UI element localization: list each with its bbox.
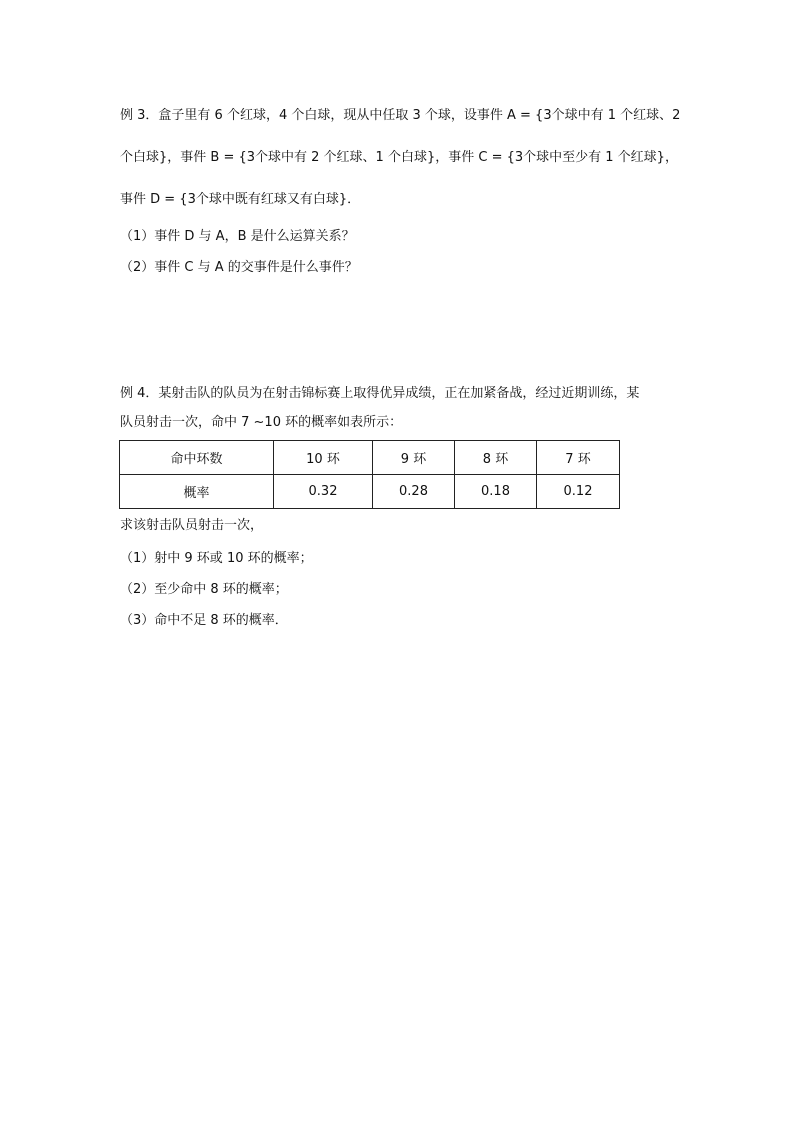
table-cell: 命中环数 (120, 441, 274, 475)
example4-line1: 例 4．某射击队的队员为在射击锦标赛上取得优异成绩，正在加紧备战，经过近期训练，某 (120, 386, 640, 401)
table-cell: 0.12 (537, 475, 620, 509)
example4-after-table: 求该射击队员射击一次， (120, 518, 264, 533)
table-cell: 7 环 (537, 441, 620, 475)
table-cell: 8 环 (455, 441, 537, 475)
example3-line3: 事件 D = {3个球中既有红球又有白球}． (120, 192, 361, 207)
table-cell: 9 环 (373, 441, 455, 475)
example3-line1: 例 3．盒子里有 6 个红球，4 个白球，现从中任取 3 个球，设事件 A = {3个球中有 1 个红球、2 (120, 108, 681, 123)
table-header-row (120, 441, 620, 475)
example4-line2: 队员射击一次，命中 7 ~10 环的概率如表所示： (120, 415, 403, 430)
probability-table (119, 440, 620, 509)
table-row (120, 475, 620, 509)
example4-question-1: （1）射中 9 环或 10 环的概率； (120, 551, 313, 566)
example4-question-2: （2）至少命中 8 环的概率； (120, 582, 288, 597)
table-cell: 0.28 (373, 475, 455, 509)
table-cell: 0.32 (274, 475, 373, 509)
example3-question-1: （1）事件 D 与 A，B 是什么运算关系？ (120, 229, 355, 244)
example4-question-3: （3）命中不足 8 环的概率． (120, 613, 288, 628)
example3-question-2: （2）事件 C 与 A 的交事件是什么事件？ (120, 260, 358, 275)
table-cell: 0.18 (455, 475, 537, 509)
table-cell: 概率 (120, 475, 274, 509)
table-cell: 10 环 (274, 441, 373, 475)
example3-line2: 个白球}，事件 B = {3个球中有 2 个红球、1 个白球}，事件 C = {3个球中至少有 1 个红球}， (120, 150, 678, 165)
